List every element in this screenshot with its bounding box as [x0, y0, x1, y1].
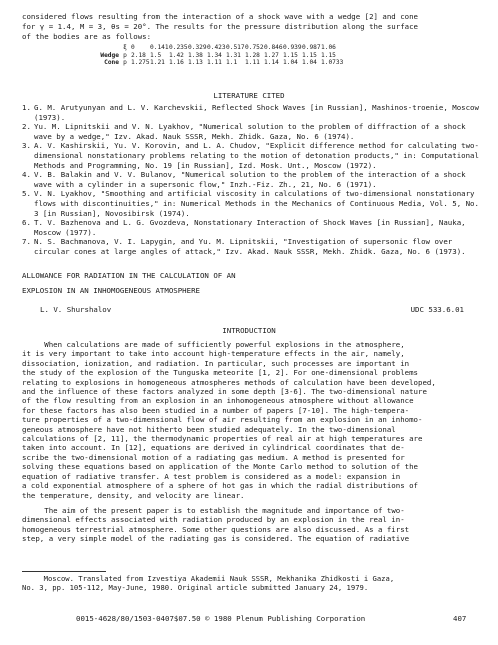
intro-line: of the bodies are as follows:: [22, 32, 152, 41]
table-cell: 1.28: [245, 51, 260, 59]
reference-number: 7.: [22, 237, 31, 247]
reference-item: [22, 218, 484, 237]
table-cell: 1.27: [264, 51, 279, 59]
reference-item: [22, 103, 484, 122]
body-paragraph: When calculations are made of sufficiently powerful explosions in the atmosphere, it is very important to take into account high-temperature effects in the air, namely, dissociation, ionization, and radiation. In particular, such processes are important in the study of the explosion of the Tunguska meteorite [1, 2]. For one-dimensional problems relating to explosions in homogeneous atmospheres methods of calculation have been developed, and the influence of these factors analyzed in some depth [3-6]. The two-dimensional nature of the flow resulting from an explosion in an inhomogeneous atmosphere without allowance for these factors has also been studied in a number of papers [7-10]. The high-tempera- ture properties of a two-dimensional flow of air resulting from an explosion in an inhomo- geneous atmosphere have not hitherto been studied adequately. In the two-dimensional calculations of [2, 11], the thermodynamic properties of real air at high temperatures are taken into account. In [12], equations are derived in cylindrical coordinates that de- scribe the two-dimensional motion of a radiating gas medium. A method is presented for solving these equations based on application of the Monte Carlo method to solution of the equation of radiative transfer. A test problem is considered as a model: expansion in a cold exponential atmosphere of a sphere of hot gas in which the radial distributions of the temperature, density, and velocity are linear.: [22, 340, 436, 500]
table-cell: 0.752: [245, 44, 264, 51]
table-cell: 1.21: [150, 59, 165, 67]
table-row-label: Wedge: [100, 51, 119, 59]
table-cell: 1.04: [302, 59, 317, 67]
table-cell: 1.34: [207, 51, 222, 59]
table-cell: 1.1: [226, 59, 238, 67]
table-cell: 1.06: [321, 44, 336, 51]
reference-number: 5.: [22, 189, 31, 199]
table-cell: 1.31: [226, 51, 241, 59]
table-cell: 1.5: [150, 51, 162, 59]
pressure-table-header-row: [95, 44, 345, 52]
table-cell: 1.14: [264, 59, 279, 67]
reference-number: 1.: [22, 103, 31, 112]
table-cell: 1.15: [321, 51, 336, 59]
table-cell: 1.04: [283, 59, 298, 67]
pressure-table: [95, 44, 345, 67]
pressure-table-row: [95, 52, 345, 60]
reference-item: [22, 170, 484, 189]
table-cell: 0: [131, 44, 135, 51]
reference-number: 2.: [22, 122, 31, 132]
table-cell: 0.517: [226, 44, 245, 51]
copyright-line: 0015-4628/80/1503-0407$07.50 © 1980 Plenum Publishing Corporation: [76, 614, 366, 623]
reference-text: G. M. Arutyunyan and L. V. Karchevskii, Reflected Shock Waves [in Russian], Mashinos-troenie, Moscow (1973).: [34, 103, 479, 122]
page-number: 407: [453, 614, 467, 623]
article-title-line: ALLOWANCE FOR RADIATION IN THE CALCULATION OF AN: [22, 271, 236, 280]
footnote-divider: [22, 571, 106, 572]
udc-code: UDC 533.6.01: [410, 305, 464, 314]
intro-line: for γ = 1.4, M = 3, θs = 20°. The results for the pressure distribution along the surface: [22, 22, 419, 31]
article-title: [22, 268, 482, 298]
table-cell: 2.18: [131, 51, 146, 59]
table-cell: 0.846: [264, 44, 283, 51]
reference-item: [22, 122, 484, 141]
reference-text: T. V. Bazhenova and L. G. Gvozdeva, Nonstationary Interaction of Shock Waves [in Russian], Nauka, Moscow (1977).: [34, 218, 466, 237]
table-cell: 0.235: [169, 44, 188, 51]
table-cell: 0.423: [207, 44, 226, 51]
reference-text: V. N. Lyakhov, "Smoothing and artificial viscosity in calculations of two-dimensional nonstationary flows with discontinuities," in: Numerical Methods in the Mechanics of Continuous Media, Vol. 5, No. 3 [in Russian], Novosibirsk (1974).: [34, 189, 479, 218]
reference-text: V. B. Balakin and V. V. Bulanov, "Numerical solution to the problem of the interaction of a shock wave with a cylinder in a supersonic flow," Inzh.-Fiz. Zh., 21, No. 6 (1971).: [34, 170, 466, 189]
reference-number: 6.: [22, 218, 31, 228]
table-cell: 1.275: [131, 59, 150, 67]
table-cell: 1.11: [207, 59, 222, 67]
section-heading: INTRODUCTION: [222, 326, 276, 335]
table-cell: 1.15: [283, 51, 298, 59]
article-body: [22, 340, 484, 544]
intro-line: considered flows resulting from the interaction of a shock wave with a wedge [2] and cone: [22, 12, 419, 21]
table-cell: 1.38: [188, 51, 203, 59]
reference-number: 3.: [22, 141, 31, 151]
table-cell: 1.15: [302, 51, 317, 59]
reference-list: [22, 103, 484, 257]
table-cell: 1.0733: [321, 59, 344, 67]
reference-text: A. V. Kashirskii, Yu. V. Korovin, and L. A. Chudov, "Explicit difference method for calculating two-dimensional nonstationary problems relating to the motion of detonation products," in: Computational Methods and Programming, No. 19 [in Russian], Izd. Mosk. Unt., Moscow (1972).: [34, 141, 479, 170]
table-cell: 1.16: [169, 59, 184, 67]
reference-item: [22, 189, 484, 218]
reference-text: N. S. Bachmanova, V. I. Lapygin, and Yu. M. Lipnitskii, "Investigation of supersonic flow over circular cones at large angles of attack," Izv. Akad. Nauk SSSR, Mekh. Zhidk. Gaza, No. 6 (1973).: [34, 237, 466, 256]
table-cell: 1.13: [188, 59, 203, 67]
table-row-symbol: p: [123, 51, 127, 59]
reference-item: [22, 141, 484, 170]
table-row-label: Cone: [104, 59, 119, 67]
reference-text: Yu. M. Lipnitskii and V. N. Lyakhov, "Numerical solution to the problem of diffraction of a shock wave by a wedge," Izv. Akad. Nauk SSSR, Mekh. Zhidk. Gaza, No. 6 (1974).: [34, 122, 466, 141]
table-header-symbol: ξ: [123, 44, 127, 51]
table-cell: 1.42: [169, 51, 184, 59]
author-name: L. V. Shurshalov: [40, 305, 112, 314]
reference-number: 4.: [22, 170, 31, 180]
body-paragraph: The aim of the present paper is to establish the magnitude and importance of two- dimensional effects associated with radiation produced by an explosion in the real in- homogeneous terrestrial atmosphere. Some other questions are also discussed. As a first step, a very simple model of the radiating gas is considered. The equation of radiative: [22, 505, 410, 544]
reference-item: [22, 237, 484, 256]
table-cell: 0.939: [283, 44, 302, 51]
footnote: Moscow. Translated from Izvestiya Akademii Nauk SSSR, Mekhanika Zhidkosti i Gaza, No. 3, pp. 105-112, May-June, 1980. Original article submitted January 24, 1979.: [22, 574, 395, 593]
table-row-symbol: p: [123, 59, 127, 67]
table-cell: 0.141: [150, 44, 169, 51]
pressure-table-row: [95, 59, 345, 67]
table-cell: 1.11: [245, 59, 260, 67]
literature-heading: LITERATURE CITED: [213, 91, 285, 100]
article-title-line: EXPLOSION IN AN INHOMOGENEOUS ATMOSPHERE: [22, 286, 200, 295]
table-cell: 0.987: [302, 44, 321, 51]
table-cell: 0.329: [188, 44, 207, 51]
intro-paragraph: [22, 12, 482, 42]
